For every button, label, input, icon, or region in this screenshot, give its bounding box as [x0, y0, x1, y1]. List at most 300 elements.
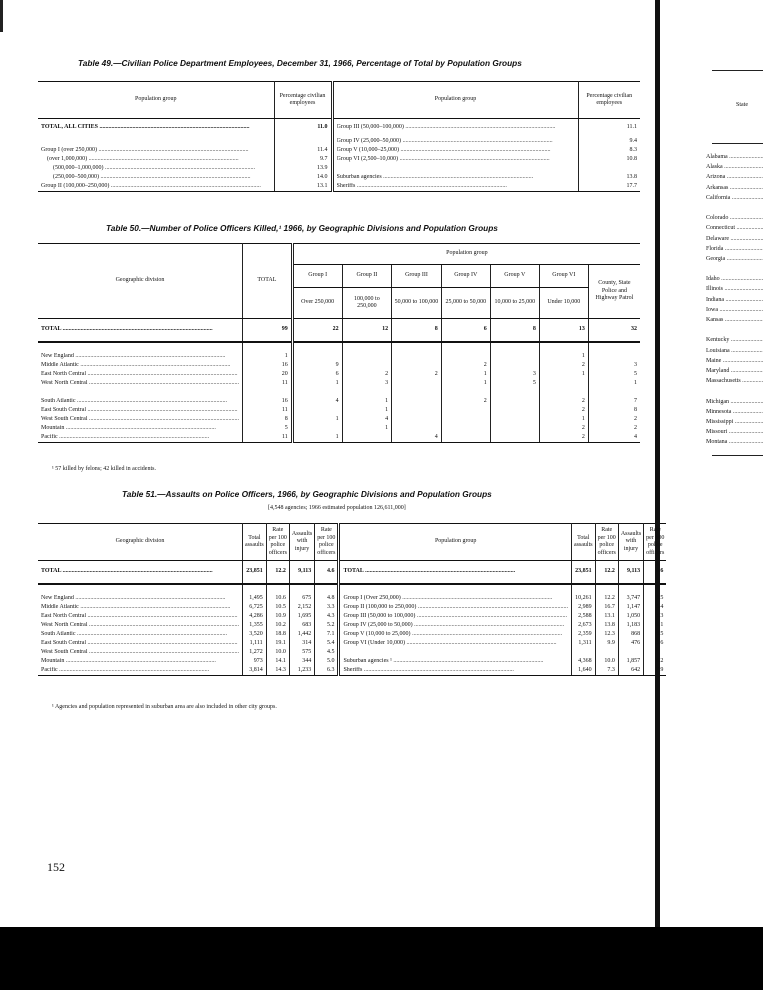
- table51-spacer-cell: [266, 584, 289, 594]
- table50-cell: 2: [441, 361, 490, 370]
- right-page-state: Georgia .....: [706, 254, 763, 264]
- right-page-header: State: [736, 102, 748, 108]
- table49-left-label-text: Group I (over 250,000) .....: [41, 147, 271, 155]
- table50-spacer: [38, 342, 640, 352]
- table51-right-label-text: Group I (Over 250,000) .....: [343, 595, 568, 603]
- table50-row-label-text: Middle Atlantic .....: [41, 362, 239, 370]
- table51-left-cell: 973: [243, 657, 267, 666]
- table51-right-label: [339, 621, 572, 630]
- right-page-state: Arkansas .....: [706, 183, 763, 193]
- table49-row: [38, 155, 640, 164]
- table50-cell: 2: [441, 397, 490, 406]
- table50-cell: [490, 415, 539, 424]
- table50-cell: [539, 388, 588, 397]
- table50-cell: 1: [342, 406, 392, 415]
- scan-bottom-band: [0, 927, 763, 990]
- table51-right-cell: 10.0: [595, 657, 618, 666]
- table51-left-label-text: West North Central .....: [41, 622, 239, 630]
- table51-left-label-text: Middle Atlantic .....: [41, 604, 239, 612]
- table51-right-label: [339, 648, 572, 657]
- table51-right-cell: 4,368: [571, 657, 595, 666]
- table51-spacer-cell: [644, 584, 667, 594]
- table51-left-cell: 10.6: [266, 594, 289, 603]
- table51-left-cell: 7.1: [315, 630, 339, 639]
- scan-edge-left: [0, 0, 3, 32]
- table51-left-cell: 5.4: [315, 639, 339, 648]
- table49-left-label: [38, 155, 274, 164]
- page-number: 152: [47, 860, 65, 874]
- table49-right-label: [332, 146, 578, 155]
- table49-left-value: 14.0: [274, 173, 332, 182]
- table51-left-label: [38, 621, 243, 630]
- table51-left-label: [38, 612, 243, 621]
- table50-cell: [392, 406, 442, 415]
- table51-left-cell: 3,520: [243, 630, 267, 639]
- table51-header: Rate per 100 police officers: [266, 524, 289, 561]
- table50-cell: [441, 388, 490, 397]
- table50-cell: 1: [441, 370, 490, 379]
- table50-cell: [392, 379, 442, 388]
- table50-row: [38, 352, 640, 361]
- table51-right-cell: 7.3: [595, 666, 618, 676]
- table50-cell: 2: [588, 415, 640, 424]
- table50-row-label-text: New England .....: [41, 353, 239, 361]
- table50-row: [38, 424, 640, 433]
- table49-header-pct-2: Percentage civilian employees: [578, 82, 640, 119]
- table50-cell: [392, 424, 442, 433]
- table51-right-cell: 1,183: [618, 621, 643, 630]
- table51-right-label-text: Group V (10,000 to 25,000) .....: [343, 631, 568, 639]
- table51-left-label-text: Mountain .....: [41, 658, 239, 666]
- table50-row-label: [38, 415, 243, 424]
- table51-left-label: [38, 657, 243, 666]
- table51-right-label-text: Sheriffs .....: [343, 667, 568, 675]
- table49-right-label: [332, 164, 578, 173]
- table49-left-empty: [38, 137, 274, 146]
- table49-right-value: 8.3: [578, 146, 640, 155]
- table50-cell: [342, 433, 392, 443]
- table50-cell: [342, 361, 392, 370]
- table51-right-cell: [571, 648, 595, 657]
- table50-footnote: ¹ 57 killed by felons; 42 killed in accidents.: [52, 466, 156, 472]
- table51-header: Rate per 100 police officers: [595, 524, 618, 561]
- table51-right-cell: 12.3: [595, 630, 618, 639]
- table50-cell: [441, 352, 490, 361]
- table50-row: [38, 415, 640, 424]
- table51-left-label: [38, 666, 243, 676]
- table49-left-label-text: TOTAL, ALL CITIES .....: [41, 124, 271, 132]
- table50-total-row: [38, 319, 640, 343]
- table51-left-cell: 4.8: [315, 594, 339, 603]
- table50-header-popgroup: Population group: [292, 244, 640, 265]
- table50-cell: 8: [588, 406, 640, 415]
- table51-right-cell: 2,673: [571, 621, 595, 630]
- table50-cell: 6: [292, 370, 342, 379]
- table51-left-cell: 14.3: [266, 666, 289, 676]
- table49-right-label-text: Group IV (25,000–50,000) .....: [337, 138, 575, 146]
- table51-left-cell: 1,495: [243, 594, 267, 603]
- table50-cell: [588, 388, 640, 397]
- table51-right-total-value: 23,851: [571, 561, 595, 585]
- table51-row: [38, 594, 666, 603]
- table50-cell: 3: [490, 370, 539, 379]
- table51-right-cell: 2,359: [571, 630, 595, 639]
- table50-cell: [588, 352, 640, 361]
- table51-right-cell: 5.3: [644, 612, 667, 621]
- table51-right-label: [339, 612, 572, 621]
- table51-right-cell: [595, 648, 618, 657]
- table51-spacer-cell: [315, 584, 339, 594]
- table50-cell: 1: [588, 379, 640, 388]
- table51-right-cell: 4.5: [644, 594, 667, 603]
- table50-cell: [243, 388, 293, 397]
- table50-row: [38, 379, 640, 388]
- table51-left-cell: 1,355: [243, 621, 267, 630]
- table49-right-label: [332, 137, 578, 146]
- table50-header-geo: Geographic division: [38, 244, 243, 319]
- table50-total-value: 8: [392, 319, 442, 343]
- table50-cell: [490, 388, 539, 397]
- table50-row-label: [38, 379, 243, 388]
- table51-left-total-value: 12.2: [266, 561, 289, 585]
- table51-spacer-cell: [289, 584, 314, 594]
- table50-total-value: 8: [490, 319, 539, 343]
- table51-left-cell: 1,111: [243, 639, 267, 648]
- table50-cell: 1: [441, 379, 490, 388]
- table50-header-total: TOTAL: [243, 244, 293, 319]
- table51-left-total-value: 23,851: [243, 561, 267, 585]
- table51-header: Geographic division: [38, 524, 243, 561]
- table51: [38, 523, 666, 676]
- table50-header-range: 100,000 to 250,000: [342, 288, 392, 319]
- table49-left-value: 13.1: [274, 182, 332, 192]
- table50-cell: [342, 388, 392, 397]
- table49-title: Table 49.—Civilian Police Department Employees, December 31, 1966, Percentage of Total by Population Groups: [78, 58, 522, 68]
- table51-header: Total assaults: [571, 524, 595, 561]
- table50-row-label-text: Pacific .....: [41, 434, 239, 442]
- table51-left-label-text: East North Central .....: [41, 613, 239, 621]
- table49-right-label: [332, 173, 578, 182]
- table51-left-label: [38, 603, 243, 612]
- table51-left-cell: 1,695: [289, 612, 314, 621]
- table50-row-label-text: South Atlantic .....: [41, 398, 239, 406]
- right-page-state: Kentucky .....: [706, 335, 763, 345]
- scan-edge-right: [655, 0, 660, 927]
- table51-left-label-text: Pacific .....: [41, 667, 239, 675]
- table51-spacer-cell: [339, 584, 572, 594]
- table50-cell: 1: [539, 352, 588, 361]
- table50-cell: 1: [292, 433, 342, 443]
- table51-spacer-cell: [571, 584, 595, 594]
- table49-row: [38, 173, 640, 182]
- table50-spacer-cell: [490, 342, 539, 352]
- table50-total-label-text: TOTAL .....: [41, 326, 239, 334]
- table51-left-cell: 2,152: [289, 603, 314, 612]
- table51-right-cell: 13.1: [595, 612, 618, 621]
- table50-row-label-text: West South Central .....: [41, 416, 239, 424]
- table51-header: Rate per 100 police officers: [315, 524, 339, 561]
- table49-left-value: 11.0: [274, 119, 332, 138]
- table51-left-cell: 10.0: [266, 648, 289, 657]
- table51-header: Population group: [339, 524, 572, 561]
- table50-cell: 1: [342, 424, 392, 433]
- table50-cell: [441, 415, 490, 424]
- table50-row-label: [38, 424, 243, 433]
- table51-left-label: [38, 630, 243, 639]
- right-page-state: Maine .....: [706, 356, 763, 366]
- table50-row: [38, 370, 640, 379]
- table51-right-total-value: 4.6: [644, 561, 667, 585]
- table50-cell: [441, 406, 490, 415]
- table50-cell: 1: [292, 379, 342, 388]
- table51-right-cell: 4.2: [644, 657, 667, 666]
- table50-header-group: Group V: [490, 265, 539, 288]
- table51-right-cell: 1,311: [571, 639, 595, 648]
- table51-row: [38, 603, 666, 612]
- table51-row: [38, 630, 666, 639]
- table51-right-cell: [618, 648, 643, 657]
- table51-right-cell: 642: [618, 666, 643, 676]
- table49-right-value: 10.8: [578, 155, 640, 164]
- table51-right-total-value: 9,113: [618, 561, 643, 585]
- table51-right-cell: 2,989: [571, 603, 595, 612]
- table49-right-label: [332, 155, 578, 164]
- table51-left-cell: 1,442: [289, 630, 314, 639]
- table49-right-value: 17.7: [578, 182, 640, 192]
- right-page-state: Illinois .....: [706, 284, 763, 294]
- table49-row: [38, 164, 640, 173]
- table51-right-cell: 1,857: [618, 657, 643, 666]
- table50-cell: 5: [588, 370, 640, 379]
- table49-left-value: 9.7: [274, 155, 332, 164]
- table49-header-pct: Percentage civilian employees: [274, 82, 332, 119]
- table50-spacer-cell: [392, 342, 442, 352]
- table50-total-value: 32: [588, 319, 640, 343]
- table51-right-cell: 1,640: [571, 666, 595, 676]
- table50-cell: 2: [392, 370, 442, 379]
- table51-left-label: [38, 648, 243, 657]
- table50-cell: [490, 397, 539, 406]
- table51-left-label-text: New England .....: [41, 595, 239, 603]
- table49-left-label: [38, 119, 274, 138]
- table50-cell: [292, 424, 342, 433]
- table51-right-cell: 4.5: [644, 630, 667, 639]
- table51-right-cell: 2.9: [644, 666, 667, 676]
- table50-cell: 2: [539, 433, 588, 443]
- table50-spacer-cell: [38, 342, 243, 352]
- table49-right-label: [332, 119, 578, 138]
- table51-row: [38, 657, 666, 666]
- table50-spacer-cell: [588, 342, 640, 352]
- table51-row: [38, 648, 666, 657]
- table50-cell: [342, 352, 392, 361]
- table49-right-label-text: Group VI (2,500–10,000) .....: [337, 156, 575, 164]
- right-page-state: Delaware .....: [706, 234, 763, 244]
- table49-right-label-text: Group III (50,000–100,000) .....: [337, 124, 575, 132]
- right-page-state: Iowa .....: [706, 305, 763, 315]
- table50-cell: 9: [292, 361, 342, 370]
- table50-cell: 2: [588, 424, 640, 433]
- right-page-state: Louisiana .....: [706, 346, 763, 356]
- table50-cell: 8: [243, 415, 293, 424]
- table50-total-value: 99: [243, 319, 293, 343]
- table50-row: [38, 388, 640, 397]
- table50-cell: 1: [539, 415, 588, 424]
- table50-row-label: [38, 388, 243, 397]
- table49-left-label: [38, 146, 274, 155]
- table50-cell: 4: [588, 433, 640, 443]
- table50-cell: [392, 352, 442, 361]
- table51-left-label: [38, 594, 243, 603]
- table51-left-cell: 4.3: [315, 612, 339, 621]
- table51-left-label: [38, 639, 243, 648]
- table50-cell: [490, 352, 539, 361]
- table51-left-cell: 10.9: [266, 612, 289, 621]
- table50-cell: [292, 388, 342, 397]
- table51-left-label-text: South Atlantic .....: [41, 631, 239, 639]
- table49-left-value: 11.4: [274, 146, 332, 155]
- table51-left-cell: 4.5: [315, 648, 339, 657]
- right-page-state: Idaho .....: [706, 274, 763, 284]
- table50-total-value: 12: [342, 319, 392, 343]
- table51-left-cell: 5.2: [315, 621, 339, 630]
- table50-cell: [490, 424, 539, 433]
- table51-right-total-value: 12.2: [595, 561, 618, 585]
- table51-right-label-text: Group III (50,000 to 100,000) .....: [343, 613, 568, 621]
- table50-cell: [392, 361, 442, 370]
- table51-right-label-text: Group IV (25,000 to 50,000) .....: [343, 622, 568, 630]
- table49-left-label-text: (over 1,000,000) .....: [41, 156, 271, 164]
- table51-left-cell: 314: [289, 639, 314, 648]
- table49-right-label-text: Sheriffs .....: [337, 183, 575, 191]
- table51-left-cell: 10.2: [266, 621, 289, 630]
- table50-row-label: [38, 370, 243, 379]
- right-page-rule: [712, 70, 763, 71]
- table50-row-label-text: East North Central .....: [41, 371, 239, 379]
- right-page-state-list: [706, 152, 763, 447]
- table51-header: Assaults with injury: [289, 524, 314, 561]
- table51-right-label-text: Suburban agencies ¹ .....: [343, 658, 568, 666]
- table50-cell: 4: [392, 433, 442, 443]
- table50-cell: [392, 388, 442, 397]
- table51-left-cell: 683: [289, 621, 314, 630]
- table50-cell: 11: [243, 406, 293, 415]
- table51-right-cell: [644, 648, 667, 657]
- table51-spacer-cell: [595, 584, 618, 594]
- table49: [38, 81, 640, 192]
- table51-spacer: [38, 584, 666, 594]
- table51-left-cell: 18.8: [266, 630, 289, 639]
- table49-row: [38, 119, 640, 138]
- table49-right-label-text: Group V (10,000–25,000) .....: [337, 147, 575, 155]
- table50-cell: 1: [539, 370, 588, 379]
- right-page-rule-3: [712, 455, 763, 456]
- table50-row: [38, 406, 640, 415]
- table51-right-label: [339, 603, 572, 612]
- table51-left-label-text: West South Central .....: [41, 649, 239, 657]
- table51-right-cell: 13.8: [595, 621, 618, 630]
- table50-cell: [490, 361, 539, 370]
- table49-right-label: [332, 182, 578, 192]
- table51-header: Total assaults: [243, 524, 267, 561]
- table50: [38, 243, 640, 443]
- table50-spacer-cell: [292, 342, 342, 352]
- right-page-state: Colorado .....: [706, 213, 763, 223]
- table51-left-total-label-text: TOTAL .....: [41, 568, 239, 576]
- table50-cell: 11: [243, 379, 293, 388]
- table51-left-cell: 4,286: [243, 612, 267, 621]
- table49-header-population: Population group: [38, 82, 274, 119]
- table51-left-cell: 6,725: [243, 603, 267, 612]
- table50-total-label: [38, 319, 243, 343]
- table50-cell: 4: [292, 397, 342, 406]
- right-page-state: Indiana .....: [706, 295, 763, 305]
- table51-right-total-label: [339, 561, 572, 585]
- table50-header-group: Group VI: [539, 265, 588, 288]
- table49-left-label: [38, 173, 274, 182]
- table50-row: [38, 433, 640, 443]
- table50-header-group: Group III: [392, 265, 442, 288]
- right-page-state: Maryland .....: [706, 366, 763, 376]
- table50-cell: [490, 406, 539, 415]
- table50-row-label: [38, 397, 243, 406]
- right-page-state: Florida .....: [706, 244, 763, 254]
- table50-cell: 3: [588, 361, 640, 370]
- table50-row-label: [38, 352, 243, 361]
- table51-right-label-text: Group VI (Under 10,000) .....: [343, 640, 568, 648]
- right-page-state: Alabama .....: [706, 152, 763, 162]
- table49-right-value: 11.1: [578, 119, 640, 138]
- table50-cell: [490, 433, 539, 443]
- table51-right-cell: 1,050: [618, 612, 643, 621]
- table51-right-cell: 12.2: [595, 594, 618, 603]
- table51-row: [38, 639, 666, 648]
- right-page-state: Montana .....: [706, 437, 763, 447]
- table51-row: [38, 666, 666, 676]
- right-page-rule-2: [712, 143, 763, 144]
- table51-right-cell: 9.9: [595, 639, 618, 648]
- table51-left-cell: 1,272: [243, 648, 267, 657]
- table51-title: Table 51.—Assaults on Police Officers, 1966, by Geographic Divisions and Population Groups: [122, 489, 492, 499]
- table50-row-label-text: East South Central .....: [41, 407, 239, 415]
- right-page-state: Massachusetts .....: [706, 376, 763, 386]
- table50-cell: 2: [539, 406, 588, 415]
- table50-cell: 16: [243, 397, 293, 406]
- right-page-state: Minnesota .....: [706, 407, 763, 417]
- table49-header-population-2: Population group: [332, 82, 578, 119]
- right-page-state: Connecticut .....: [706, 223, 763, 233]
- right-page-state: Missouri .....: [706, 427, 763, 437]
- table51-right-cell: 3,747: [618, 594, 643, 603]
- table51-right-cell: 1,147: [618, 603, 643, 612]
- table50-cell: 5: [243, 424, 293, 433]
- table50-total-value: 22: [292, 319, 342, 343]
- table50-row-label: [38, 406, 243, 415]
- table50-cell: 2: [539, 397, 588, 406]
- table51-left-total-label: [38, 561, 243, 585]
- table50-header-range: Over 250,000: [292, 288, 342, 319]
- table49-left-value: 13.9: [274, 164, 332, 173]
- table50-row-label-text: West North Central .....: [41, 380, 239, 388]
- table51-right-total-label-text: TOTAL .....: [343, 568, 568, 576]
- table50-cell: 5: [490, 379, 539, 388]
- table51-row: [38, 621, 666, 630]
- table50-cell: [539, 379, 588, 388]
- table50-cell: [441, 433, 490, 443]
- table51-total-row: [38, 561, 666, 585]
- table51-subtitle: [4,548 agencies; 1966 estimated population 126,611,000]: [268, 505, 406, 511]
- table51-header: Assaults with injury: [618, 524, 643, 561]
